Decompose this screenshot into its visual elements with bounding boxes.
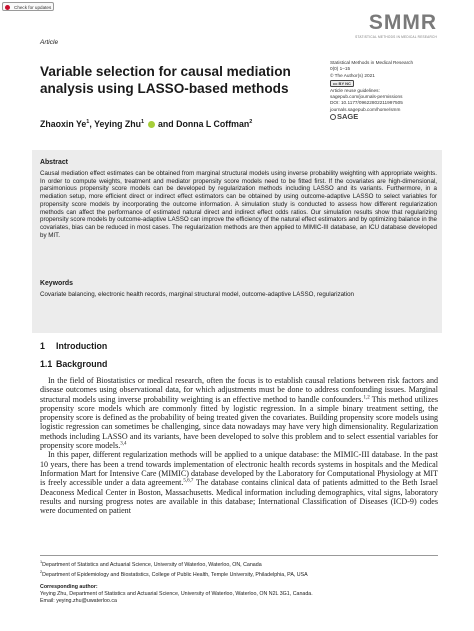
- citation-ref[interactable]: 1,2: [363, 394, 370, 400]
- subsection-title: Background: [56, 359, 108, 369]
- author-affiliation-mark: 1: [86, 119, 90, 126]
- citation-ref[interactable]: 3,4: [120, 441, 127, 447]
- body-text-run: In this paper, different regularization methods will be applied to a unique database: the MIMIC-III database. In the past 10 years, there has been a trend towards implementation of electronic health records systems in hospitals and the Medical Information Mart for Intensive Care (MIMIC) database developed by the Laboratory for Computational Physiology at MIT is freely accessible under a data agreement.: [40, 450, 438, 488]
- section-number: 1: [40, 341, 45, 351]
- abstract-text: Causal mediation effect estimates can be obtained from marginal structural models using inverse probability weighting with appropriate weights. In order to compute weights, treatment and mediator propensity score models need to be fitted first. If the covariates are high-dimensional, parsimonious propensity score models can be developed by regularization methods including LASSO and its variants. Furthermore, in a mediation setup, more efficient direct or indirect effect estimators can be obtained by using outcome-adaptive LASSO to select variables for propensity score models by incorporating the outcome information. A simulation study is conducted to assess how different regularization methods can affect the performance of estimated natural direct and indirect effect odds ratios. Our simulation results show that regularizing propensity score models by outcome-adaptive LASSO can improve the efficiency of the natural effect estimators and by optimizing balance in the covariates, bias can be reduced in most cases. The regularization methods are then applied to MIMIC-III database, an ICU database developed by MIT.: [40, 170, 437, 239]
- body-paragraph: [40, 450, 438, 515]
- paper-title: Variable selection for causal mediation analysis using LASSO-based methods: [40, 64, 291, 96]
- section-title: Introduction: [56, 341, 108, 351]
- body-paragraph: [40, 376, 438, 450]
- body-text-run: The database contains clinical data of patients admitted to the Beth Israel Deaconess Medical Center in Boston, Massachusetts. Medical information including demographics, vital signs, laboratory results and nursing progress notes are available in this database; International Classification of Diseases (ICD-9) codes were documented on patient: [40, 478, 438, 516]
- check-for-updates-badge[interactable]: [2, 2, 54, 11]
- citation-ref[interactable]: 5,6,7: [183, 478, 194, 484]
- author-list: [40, 119, 252, 129]
- affiliation-footnote: [40, 559, 438, 569]
- journal-logo: [339, 12, 437, 39]
- sidebar-journal-name: Statistical Methods in Medical Research: [330, 60, 414, 65]
- affiliation-footnote: [40, 569, 438, 579]
- sage-ring-icon: [330, 114, 336, 120]
- sidebar-reuse-guidelines: Article reuse guidelines:: [330, 87, 380, 93]
- footnote-mark: 2: [40, 569, 43, 574]
- sidebar-permissions-link[interactable]: sagepub.com/journals-permissions: [330, 94, 403, 100]
- corresponding-author-address: Yeying Zhu, Department of Statistics and Actuarial Science, University of Waterloo, Waterloo, ON N2L 3G1, Canada.: [40, 590, 313, 597]
- journal-full-name-caps: STATISTICAL METHODS IN MEDICAL RESEARCH: [355, 35, 437, 39]
- section-heading: [40, 341, 107, 351]
- check-for-updates-label: Check for updates: [14, 5, 52, 10]
- sidebar-copyright: © The Author(s) 2021: [330, 72, 375, 78]
- affiliation-text: Department of Statistics and Actuarial Science, University of Waterloo, Waterloo, ON, Canada: [42, 561, 262, 568]
- article-type-label: Article: [40, 39, 59, 46]
- corresponding-author-email[interactable]: Email: yeying.zhu@uwaterloo.ca: [40, 597, 117, 604]
- sidebar-doi[interactable]: DOI: 10.1177/09622802211997505: [330, 100, 403, 106]
- subsection-number: 1.1: [40, 359, 53, 369]
- body-text: [40, 376, 438, 515]
- abstract-box: [32, 150, 442, 333]
- journal-abbreviation: SMMR: [368, 11, 437, 34]
- corresponding-author-heading: Corresponding author:: [40, 583, 98, 590]
- abstract-heading: Abstract: [40, 159, 68, 166]
- author-name: Yeying Zhu: [94, 119, 142, 129]
- crossmark-icon: [5, 5, 10, 10]
- keywords-heading: Keywords: [40, 280, 73, 287]
- sidebar-volume: 0(0) 1–15: [330, 66, 351, 72]
- author-name: Donna L Coffman: [176, 119, 250, 129]
- sidebar-journal-url[interactable]: journals.sagepub.com/home/smm: [330, 106, 401, 112]
- article-metadata-sidebar: [330, 60, 440, 120]
- subsection-heading: [40, 359, 107, 369]
- orcid-icon[interactable]: [148, 121, 155, 128]
- publisher-name: SAGE: [337, 112, 359, 122]
- affiliation-text: Department of Epidemiology and Biostatistics, College of Public Health, Temple University, Philadelphia, PA, USA: [42, 571, 308, 578]
- footnotes: [40, 559, 438, 605]
- body-text-run: This method utilizes propensity score models which are commonly fitted by logistic regression. In a simple binary treatment setting, the propensity score is defined as the probability of being treated given the covariates. Building propensity score models using logistic regression can sometimes be challenging, since data nowadays may have very high dimensionality. Regularization methods including LASSO and its variants, have been developed to solve this problem and to select essential variables for propensity score models.: [40, 394, 438, 451]
- author-name: Zhaoxin Ye: [40, 119, 87, 129]
- author-separator: ,: [89, 119, 92, 129]
- creative-commons-license-icon[interactable]: cc BY NC: [330, 80, 354, 87]
- footnote-mark: 1: [40, 560, 43, 564]
- publisher-logo: [330, 114, 440, 120]
- author-separator: and: [155, 119, 177, 129]
- footnote-divider: [40, 555, 438, 556]
- keywords-text: Covariate balancing, electronic health records, marginal structural model, outcome-adaptive LASSO, regularization: [40, 291, 355, 298]
- author-affiliation-mark: 2: [249, 119, 253, 126]
- author-affiliation-mark: 1: [141, 119, 145, 126]
- body-text-run: In the field of Biostatistics or medical research, often the focus is to establish causal relations between risk factors and disease outcomes using observational data, for which adjustments must be done to address confounding issues. Marginal structural models using inverse probability weighting is an effective method to handle confounders.: [40, 376, 438, 404]
